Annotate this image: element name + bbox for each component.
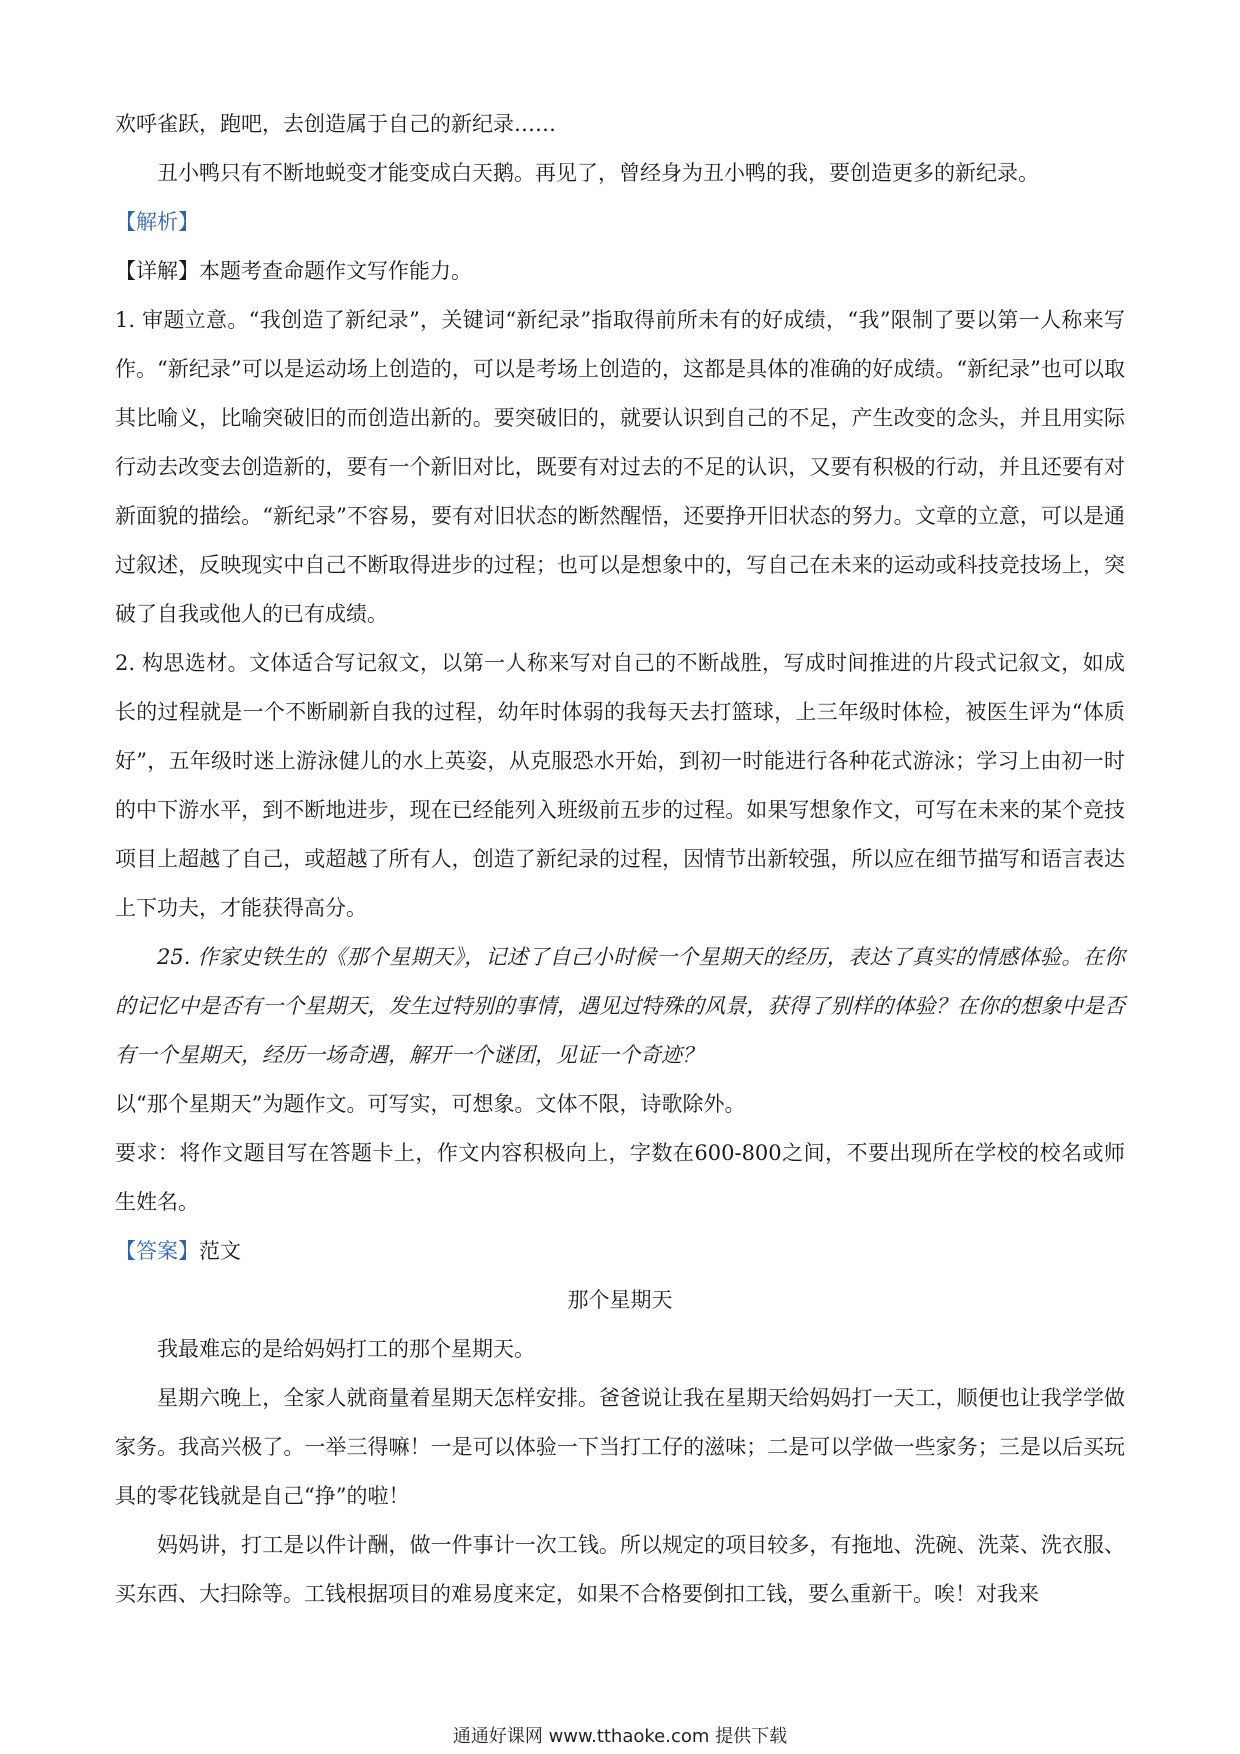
paragraph: 妈妈讲，打工是以件计酬，做一件事计一次工钱。所以规定的项目较多，有拖地、洗碗、洗菜、洗衣服、买东西、大扫除等。工钱根据项目的难易度来定，如果不合格要倒扣工钱，要么重新干。唉！对我来 [115, 1533, 1125, 1606]
document-page [115, 100, 1125, 1619]
paragraph: 欢呼雀跃，跑吧，去创造属于自己的新纪录…… [115, 112, 556, 136]
essay-title: 那个星期天 [567, 1288, 673, 1312]
analysis-heading [115, 198, 1125, 247]
paragraph: 丑小鸭只有不断地蜕变才能变成白天鹅。再见了，曾经身为丑小鸭的我，要创造更多的新纪录。 [157, 161, 1039, 185]
paragraph: 2. 构思选材。文体适合写记叙文，以第一人称来写对自己的不断战胜，写成时间推进的片段式记叙文，如成长的过程就是一个不断刷新自我的过程，幼年时体弱的我每天去打篮球，上三年级时体检，被医生评为“体质好”，五年级时迷上游泳健儿的水上英姿，从克服恐水开始，到初一时能进行各种花式游泳；学习上由初一时的中下游水平，到不断地进步，现在已经能列入班级前五步的过程。如果写想象作文，可写在未来的某个竞技项目上超越了自己，或超越了所有人，创造了新纪录的过程，因情节出新较强，所以应在细节描写和语言表达上下功夫，才能获得高分。 [115, 651, 1125, 920]
paragraph: 【详解】本题考查命题作文写作能力。 [115, 259, 472, 283]
page-footer: 通通好课网 www.tthaoke.com 提供下载 [452, 1726, 788, 1747]
analysis-label: 【解析】 [115, 210, 199, 234]
question-paragraph: 25. 作家史铁生的《那个星期天》，记述了自己小时候一个星期天的经历，表达了真实的情感体验。在你的记忆中是否有一个星期天，发生过特别的事情，遇见过特殊的风景，获得了别样的体验？在你的想象中是否有一个星期天，经历一场奇遇，解开一个谜团，见证一个奇迹？ [115, 945, 1125, 1067]
paragraph: 我最难忘的是给妈妈打工的那个星期天。 [157, 1337, 535, 1361]
paragraph: 要求：将作文题目写在答题卡上，作文内容积极向上，字数在600-800之间，不要出现所在学校的校名或师生姓名。 [115, 1141, 1125, 1214]
paragraph: 1. 审题立意。“我创造了新纪录”，关键词“新纪录”指取得前所未有的好成绩，“我”限制了要以第一人称来写作。“新纪录”可以是运动场上创造的，可以是考场上创造的，这都是具体的准确的好成绩。“新纪录”也可以取其比喻义，比喻突破旧的而创造出新的。要突破旧的，就要认识到自己的不足，产生改变的念头，并且用实际行动去改变去创造新的，要有一个新旧对比，既要有对过去的不足的认识，又要有积极的行动，并且还要有对新面貌的描绘。“新纪录”不容易，要有对旧状态的断然醒悟，还要挣开旧状态的努力。文章的立意，可以是通过叙述，反映现实中自己不断取得进步的过程；也可以是想象中的，写自己在未来的运动或科技竞技场上，突破了自我或他人的已有成绩。 [115, 308, 1125, 626]
paragraph: 以“那个星期天”为题作文。可写实，可想象。文体不限，诗歌除外。 [115, 1092, 746, 1116]
paragraph: 星期六晚上，全家人就商量着星期天怎样安排。爸爸说让我在星期天给妈妈打一天工，顺便也让我学学做家务。我高兴极了。一举三得嘛！一是可以体验一下当打工仔的滋味；二是可以学做一些家务；三是以后买玩具的零花钱就是自己“挣”的啦！ [115, 1386, 1125, 1508]
answer-heading [115, 1227, 1125, 1276]
answer-label: 【答案】 [115, 1239, 199, 1263]
answer-suffix: 范文 [199, 1239, 241, 1263]
